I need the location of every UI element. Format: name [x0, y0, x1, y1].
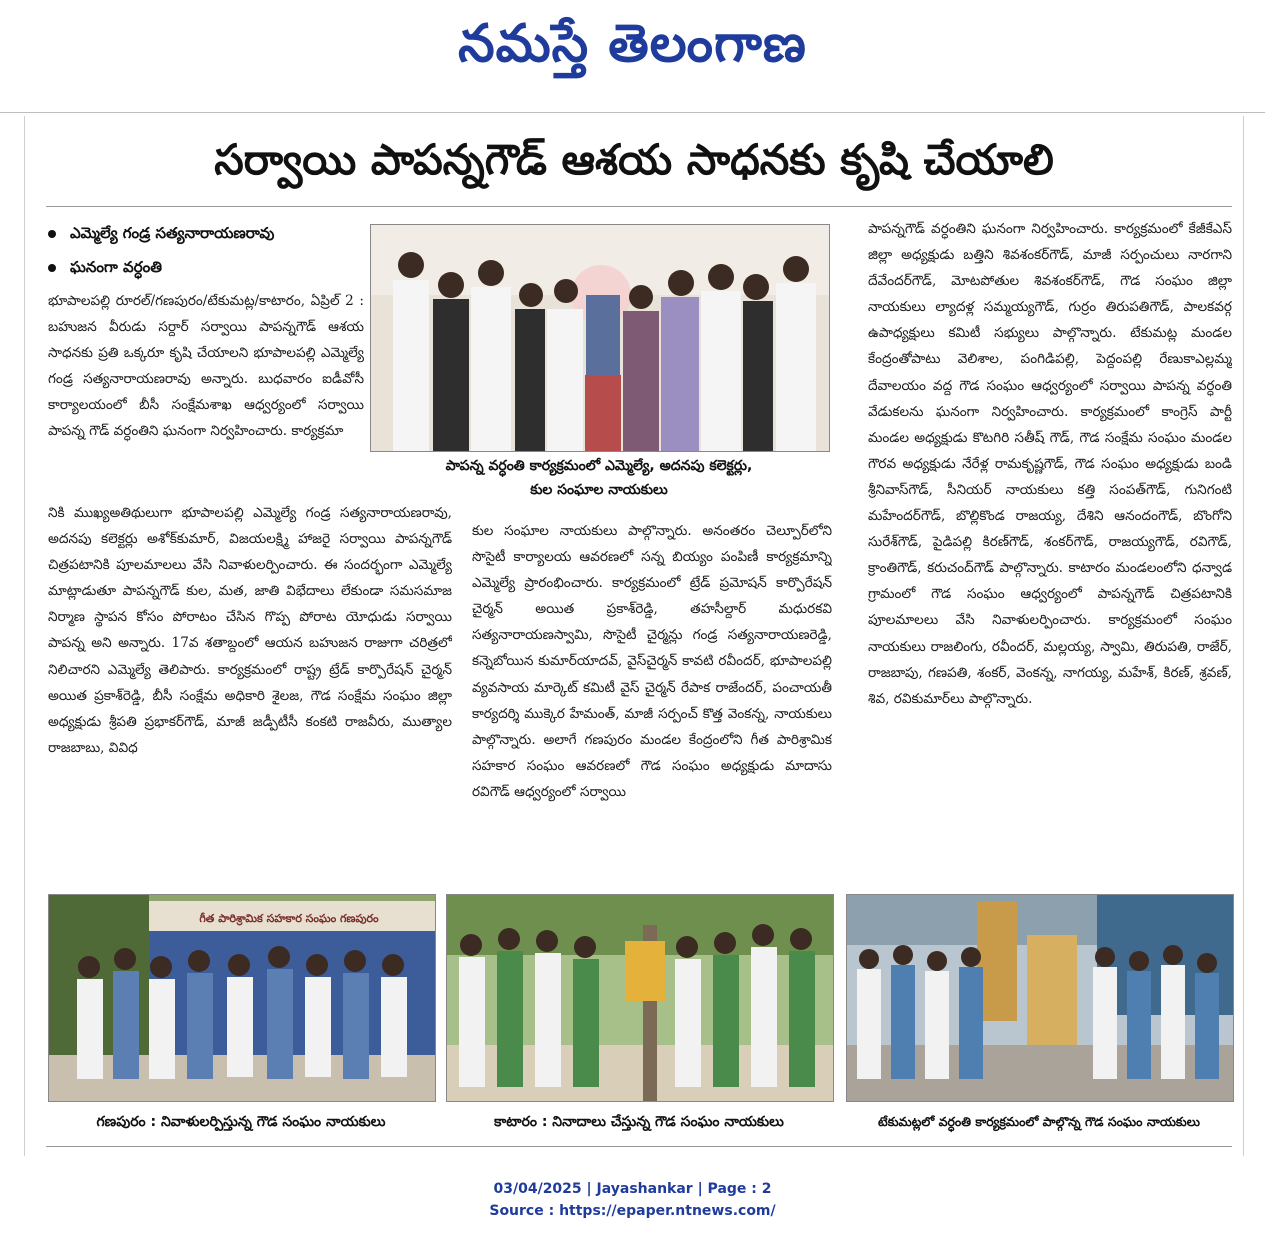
kataram-caption: కాటారం : నినాదాలు చేస్తున్న గౌడ సంఘం నాయకులు	[494, 1114, 784, 1130]
caption-line: కుల సంఘాల నాయకులు	[530, 482, 668, 498]
headline-rule	[46, 206, 1232, 207]
bottom-rule	[46, 1146, 1232, 1147]
newspaper-clipping	[24, 116, 1244, 1166]
footer-source[interactable]: Source : https://epaper.ntnews.com/	[489, 1203, 776, 1219]
article-text: కుల సంఘాల నాయకులు పాల్గొన్నారు. అనంతరం చెల్పూర్‌లోని సొసైటీ కార్యాలయ ఆవరణలో సన్న బియ్యం పంపిణీ కార్యక్రమాన్ని ఎమ్మెల్యే ప్రారంభించారు. కార్యక్రమంలో ట్రేడ్ ప్రమోషన్ కార్పొరేషన్ చైర్మన్ అయిత ప్రకాశ్‌రెడ్డి, తహసీల్దార్ మధురకవి సత్యనారాయణస్వామి, సొసైటీ చైర్మన్లు గండ్ర సత్యనారాయణరెడ్డి, కన్నెబోయిన కుమార్‌యాదవ్, వైస్‌చైర్మన్ కావటి రవీందర్, భూపాలపల్లి వ్యవసాయ మార్కెట్ కమిటీ వైస్ చైర్మన్ రేపాక రాజేందర్, పంచాయతీ కార్యదర్శి ముక్కెర హేమంత్, మాజీ సర్పంచ్ కొత్త వెంకన్న, నాయకులు పాల్గొన్నారు. అలాగే గణపురం మండల కేంద్రంలోని గీత పారిశ్రామిక సహకార సంఘం ఆవరణలో గౌడ సంఘం అధ్యక్షుడు మాదాసు రవిగౌడ్ ఆధ్వర్యంలో సర్వాయి	[472, 523, 832, 800]
footer-date-edition: 03/04/2025 | Jayashankar | Page : 2	[493, 1181, 772, 1197]
highlight-item	[48, 216, 378, 250]
main-photo	[370, 224, 830, 452]
highlight-item	[48, 250, 378, 284]
highlight-text: ఘనంగా వర్ధంతి	[70, 258, 162, 276]
highlight-text: ఎమ్మెల్యే గండ్ర సత్యనారాయణరావు	[70, 224, 275, 242]
masthead-separator	[0, 112, 1265, 113]
ganapuram-sign-text: గీత పారిశ్రామిక సహకార సంఘం గణపురం	[199, 912, 379, 925]
article-column-1-bottom	[48, 500, 452, 892]
article-text: పాపన్నగౌడ్ వర్ధంతిని ఘనంగా నిర్వహించారు. కార్యక్రమంలో కేజీకేఎస్ జిల్లా అధ్యక్షుడు బత్తిని శివశంకర్‌గౌడ్, మాజీ సర్పంచులు నారగాని దేవేందర్‌గౌడ్, మోటపోతుల శివశంకర్‌గౌడ్, గౌడ సంఘం జిల్లా నాయకులు ల్యాదళ్ల సమ్మయ్యగౌడ్, గుర్రం తిరుపతిగౌడ్, పాలకవర్గ ఉపాధ్యక్షులు కమిటీ సభ్యులు పాల్గొన్నారు. టేకుమట్ల మండల కేంద్రంతోపాటు వెలిశాల, పంగిడిపల్లి, పెద్దంపల్లి రేణుకాఎల్లమ్మ దేవాలయం వద్ద గౌడ సంఘం ఆధ్వర్యంలో సర్వాయి పాపన్న వర్ధంతి వేడుకలను ఘనంగా నిర్వహించారు. కార్యక్రమంలో కాంగ్రెస్ పార్టీ మండల అధ్యక్షుడు కొటగిరి సతీష్ గౌడ్, గౌడ సంక్షేమ సంఘం మండల గౌరవ అధ్యక్షుడు నేరేళ్ల రామకృష్ణగౌడ్, గౌడ సంఘం అధ్యక్షుడు బండి శ్రీనివాస్‌గౌడ్, సీనియర్ నాయకులు కత్తి సంపత్‌గౌడ్, గునిగంటి మహేందర్‌గౌడ్, బొల్లికొండ రాజయ్య, దేశిని ఆనందంగౌడ్, బొంగోని సురేశ్‌గౌడ్, పైడిపల్లి కిరణ్‌గౌడ్, శంకర్‌గౌడ్, రాజయ్యగౌడ్, రవిగౌడ్, క్రాంతిగౌడ్, కరుచంద్‌గౌడ్ పాల్గొన్నారు. కాటారం మండలంలోని ధన్వాడ గ్రామంలో గౌడ సంఘం ఆధ్వర్యంలో పాపన్నగౌడ్ చిత్రపటానికి పూలమాలలు వేసి నివాళులర్పించారు. కార్యక్రమంలో సంఘం నాయకులు రాజలింగు, రవీందర్, మల్లయ్య, స్వామి, తిరుపతి, రాజేర్, రాజబాపు, గణపతి, శంకర్, వెంకన్న, నాగయ్య, మహేశ్, కిరణ్, శ్రవణ్, శివ, రవికుమార్‌లు పాల్గొన్నారు.	[868, 221, 1232, 707]
caption-line: పాపన్న వర్ధంతి కార్యక్రమంలో ఎమ్మెల్యే, అదనపు కలెక్టర్లు,	[445, 458, 753, 474]
ganapuram-caption: గణపురం : నివాళులర్పిస్తున్న గౌడ సంఘం నాయకులు	[96, 1114, 386, 1130]
ganapuram-photo	[48, 894, 436, 1102]
article-column-3	[868, 216, 1232, 888]
masthead-title: నమస్తే తెలంగాణ	[458, 13, 807, 74]
highlights	[48, 216, 378, 284]
left-border-line	[24, 116, 25, 1156]
right-border-line	[1243, 116, 1244, 1156]
bullet-dot	[48, 230, 56, 238]
article-column-1-top	[48, 288, 364, 488]
article-text: నికి ముఖ్యఅతిథులుగా భూపాలపల్లి ఎమ్మెల్యే గండ్ర సత్యనారాయణరావు, అదనపు కలెక్టర్లు అశోక్‌కుమార్, విజయలక్ష్మి హాజరై సర్వాయి పాపన్నగౌడ్ చిత్రపటానికి పూలమాలలు వేసి నివాళులర్పించారు. ఈ సందర్భంగా ఎమ్మెల్యే మాట్లాడుతూ పాపన్నగౌడ్ కుల, మత, జాతి విభేదాలు లేకుండా సమసమాజ నిర్మాణ స్థాపన కోసం పోరాటం చేసిన గొప్ప పోరాట యోధుడు సర్వాయి పాపన్న అని అన్నారు. 17వ శతాబ్దంలో ఆయన బహుజన రాజుగా చరిత్రలో నిలిచారని ఎమ్మెల్యే తెలిపారు. కార్యక్రమంలో రాష్ట్ర ట్రేడ్ కార్పొరేషన్ చైర్మన్ అయిత ప్రకాశ్‌రెడ్డి, బీసీ సంక్షేమ అధికారి శైలజ, గౌడ సంక్షేమ సంఘం జిల్లా అధ్యక్షుడు శ్రీపతి ప్రభాకర్‌గౌడ్, మాజీ జడ్పీటీసీ కంకటి రాజవీరు, ముత్యాల రాజబాబు, వివిధ	[48, 505, 452, 756]
bullet-dot	[48, 264, 56, 272]
masthead	[0, 0, 1265, 90]
article-text: భూపాలపల్లి రూరల్/గణపురం/టేకుమట్ల/కాటారం, ఏప్రిల్ 2 : బహుజన వీరుడు సర్దార్ సర్వాయి పాపన్నగౌడ్ ఆశయ సాధనకు ప్రతి ఒక్కరూ కృషి చేయాలని భూపాలపల్లి ఎమ్మెల్యే గండ్ర సత్యనారాయణరావు అన్నారు. బుధవారం ఐడీవోసీ కార్యాలయంలో బీసీ సంక్షేమశాఖ ఆధ్వర్యంలో సర్వాయి పాపన్న గౌడ్ వర్ధంతిని ఘనంగా నిర్వహించారు. కార్యక్రమా	[48, 293, 364, 440]
tekumatla-caption: టేకుమట్లలో వర్ధంతి కార్యక్రమంలో పాల్గొన్న గౌడ సంఘం నాయకులు	[878, 1114, 1200, 1129]
article-headline: సర్వాయి పాపన్నగౌడ్ ఆశయ సాధనకు కృషి చేయాలి	[214, 135, 1054, 184]
tekumatla-photo	[846, 894, 1234, 1102]
kataram-photo	[446, 894, 834, 1102]
article-column-2	[472, 518, 832, 884]
main-photo-caption	[370, 454, 828, 502]
footer	[0, 1178, 1265, 1222]
